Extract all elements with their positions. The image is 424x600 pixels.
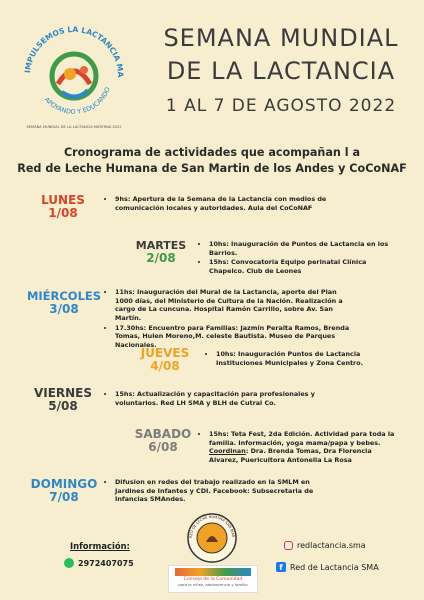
- day-name: MARTES: [135, 239, 187, 252]
- event-item: • 15hs: Convocatoria Equipo perinatal Clínica Chapelco. Club de Leones: [209, 258, 395, 275]
- event-item: • 17.30hs: Encuentro para Familias: Jazmín Peralta Ramos, Brenda Tomas, Hulen Moreno,M. celeste Bautista. Museo de Parques Nacionales.: [115, 324, 356, 350]
- day-date: 4/08: [150, 359, 180, 374]
- day-jueves: [130, 347, 200, 373]
- day-name: LUNES: [41, 193, 85, 207]
- day-name: DOMINGO: [30, 477, 98, 491]
- day-name: SABADO: [134, 427, 192, 441]
- day-date: 3/08: [49, 301, 79, 316]
- date-range: 1 AL 7 DE AGOSTO 2022: [165, 96, 397, 116]
- day-name: VIERNES: [33, 386, 93, 400]
- council-name: Consejo de la Comunidad: [183, 577, 243, 582]
- event-item: • Difusion en redes del trabajo realizado en la SMLM en Jardines de Infantes y CDI. Facebook: Subsecretaria de Infancias SMAndes.: [115, 478, 336, 504]
- day-lunes: [30, 194, 96, 220]
- svg-text:APOYANDO Y EDUCANDO: [43, 86, 112, 116]
- day-date: 5/08: [48, 399, 78, 414]
- event-item: • 10hs: Inauguración de Puntos de Lactancia en los Barrios.: [209, 240, 395, 257]
- logo-arc-bottom: APOYANDO Y EDUCANDO: [42, 85, 112, 116]
- campaign-logo: [14, 14, 134, 132]
- day-domingo: [24, 478, 104, 504]
- page-title-line1: SEMANA MUNDIAL: [163, 24, 399, 52]
- day-viernes: [30, 387, 96, 413]
- events-jueves: [207, 350, 407, 368]
- event-item: • 9hs: Apertura de la Semana de la Lactancia con medios de comunicación locales y autoridades. Aula del CoCoNAF: [115, 195, 331, 212]
- events-lunes: [106, 195, 331, 213]
- logo-graphic: [14, 14, 134, 132]
- council-logo: [168, 565, 258, 593]
- logo-arc-top: IMPULSEMOS LA LACTANCIA MA: [23, 24, 126, 78]
- events-sabado: [200, 430, 395, 466]
- seal-graphic: [186, 512, 238, 564]
- events-domingo: [106, 478, 336, 505]
- events-martes: [200, 240, 395, 277]
- facebook-icon: f: [276, 562, 286, 572]
- events-miercoles: [106, 288, 356, 350]
- logo-subtitle: SEMANA MUNDIAL DE LA LACTANCIA MATERNA 2022: [26, 125, 122, 129]
- day-miercoles: [24, 290, 104, 316]
- council-tagline: para la niñez, adolescencia y familia: [178, 582, 248, 587]
- day-date: 6/08: [148, 440, 178, 455]
- council-icon: [175, 568, 251, 576]
- day-sabado: [128, 428, 198, 454]
- page-title-line2: DE LA LACTANCIA: [166, 57, 396, 85]
- whatsapp-icon: [64, 558, 74, 568]
- day-name: MIÉRCOLES: [26, 289, 102, 303]
- intro-line2: Red de Leche Humana de San Martin de los Andes y CoCoNAF: [17, 162, 407, 175]
- instagram-icon: [284, 541, 293, 550]
- day-date: 2/08: [146, 251, 176, 266]
- event-item: • 15hs: Actualización y capacitación para profesionales y voluntarios. Red LH SMA y BLH de Cutral Co.: [115, 390, 336, 407]
- seal-text: RED DE LECHE HUMANA SAN MAR: [188, 514, 236, 539]
- phone-contact[interactable]: [64, 558, 134, 568]
- day-date: 1/08: [48, 206, 78, 221]
- event-item: • 15hs: Teta Fest, 2da Edición. Actividad para toda la familia. Información, yoga mama/papa y bebes. Coordinan: Dra. Brenda Tomas, Dra Florencia Alvarez, Puericultora Antonella La Rosa: [209, 430, 395, 465]
- intro-line1: Cronograma de actividades que acompañan l a: [63, 146, 361, 159]
- event-item: • 11hs: Inauguración del Mural de la Lactancia, aporte del Plan 1000 días, del Ministerio de Cultura de la Nación. Realización a cargo de La cuncuna. Hospital Ramón Carrillo, sobre Av. San Martín.: [115, 288, 356, 323]
- instagram-handle: redlactancia.sma: [297, 541, 366, 550]
- facebook-link[interactable]: [276, 562, 379, 572]
- facebook-page: Red de Lactancia SMA: [290, 562, 379, 572]
- day-name: JUEVES: [140, 346, 190, 360]
- events-viernes: [106, 390, 336, 408]
- event-item: • 10hs: Inauguración Puntos de Lactancia Instituciones Municipales y Zona Centro.: [216, 350, 407, 367]
- milk-bank-seal: [186, 512, 238, 564]
- instagram-link[interactable]: [284, 541, 366, 550]
- info-label: Información:: [70, 541, 130, 551]
- day-martes: [126, 240, 196, 265]
- day-date: 7/08: [49, 490, 79, 505]
- phone-number: 2972407075: [78, 558, 134, 568]
